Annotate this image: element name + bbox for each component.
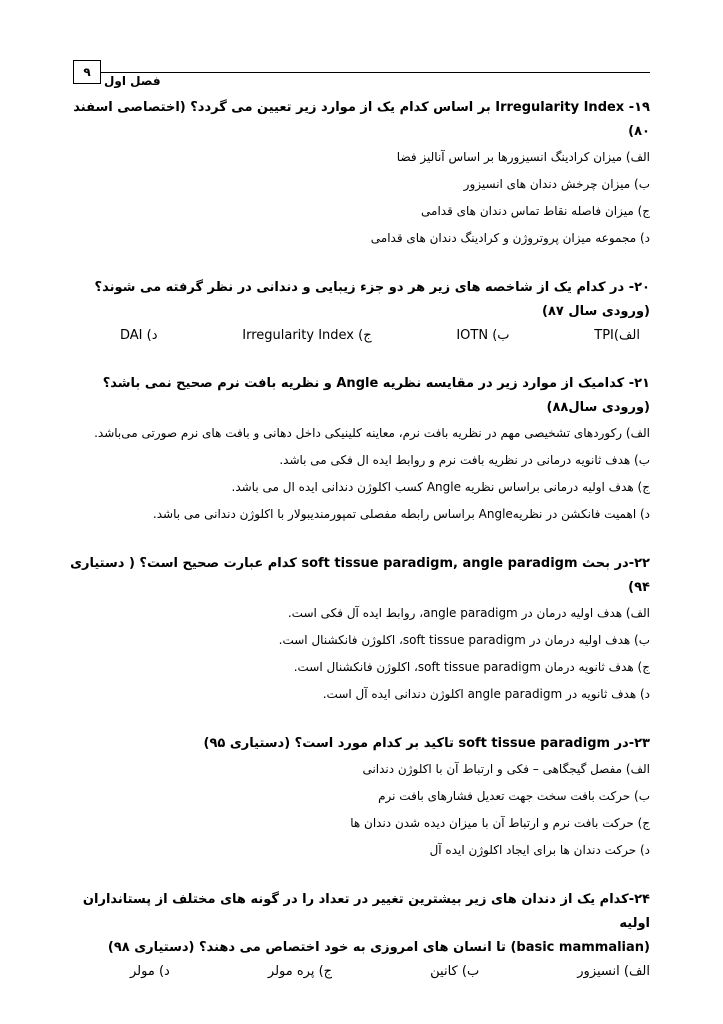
- question-title: ۲۳-در soft tissue paradigm تاکید بر کدام مورد است؟ (دستیاری ۹۵): [203, 736, 650, 751]
- question-title-line-2: (basic mammalian) تا انسان های امروزی به خود اختصاص می دهند؟ (دستیاری ۹۸): [107, 940, 650, 955]
- option-b: ب) کانین: [430, 964, 480, 979]
- options-row: [70, 324, 650, 348]
- question-20: [70, 276, 650, 348]
- option-a: الف) انسیزور: [577, 964, 650, 979]
- option-c: ج) پره مولر: [267, 964, 333, 979]
- option-d: د) DAI: [120, 328, 158, 343]
- option-a: الف) میزان کرادینگ انسیزورها بر اساس آنالیز فضا: [396, 150, 650, 164]
- question-title: ۲۰- در کدام یک از شاخصه های زیر هر دو جزء زیبایی و دندانی در نظر گرفته می شوند؟ (ورودی سال ۸۷): [94, 280, 650, 319]
- question-22: [70, 552, 650, 708]
- header-rule: [73, 72, 650, 73]
- question-24: [70, 888, 650, 984]
- options-row: [70, 960, 650, 984]
- question-title: ۲۱- کدامیک از موارد زیر در مقایسه نظریه Angle و نظریه بافت نرم صحیح نمی باشد؟ (ورودی سال۸۸): [102, 376, 650, 415]
- option-d: د) مولر: [130, 964, 170, 979]
- option-d: د) مجموعه میزان پروتروژن و کرادینگ دندان های قدامی: [370, 231, 650, 245]
- question-23: [70, 732, 650, 864]
- option-a: الف) رکوردهای تشخیصی مهم در نظریه بافت نرم، معاینه کلینیکی داخل دهانی و بافت های نرم صورتی می‌باشد.: [94, 426, 650, 440]
- option-c: ج) Irregularity Index: [242, 328, 372, 343]
- option-a: الف) مفصل گیجگاهی – فکی و ارتباط آن با اکلوژن دندانی: [362, 762, 650, 776]
- question-21: [70, 372, 650, 528]
- option-d: د) حرکت دندان ها برای ایجاد اکلوژن ایده آل: [429, 843, 650, 857]
- option-c: ج) میزان فاصله نقاط تماس دندان های قدامی: [421, 204, 650, 218]
- option-b: ب) هدف ثانویه درمانی در نظریه بافت نرم و روابط ایده ال فکی می باشد.: [279, 453, 650, 467]
- option-a: الف)TPI: [594, 328, 640, 343]
- option-c: ج) حرکت بافت نرم و ارتباط آن با میزان دیده شدن دندان ها: [350, 816, 650, 830]
- option-b: ب) حرکت بافت سخت جهت تعدیل فشارهای بافت نرم: [378, 789, 650, 803]
- option-d: د) اهمیت فانکشن در نظریهAngle براساس رابطه مفصلی تمپورمندیبولار با اکلوژن دندانی می باشد.: [152, 507, 650, 521]
- chapter-title: فصل اول: [104, 74, 161, 88]
- option-d: د) هدف ثانویه در angle paradigm اکلوژن دندانی ایده آل است.: [322, 687, 650, 701]
- option-b: ب) هدف اولیه درمان در soft tissue paradigm، اکلوژن فانکشنال است.: [278, 633, 650, 647]
- question-19: [70, 96, 650, 252]
- option-c: ج) هدف اولیه درمانی براساس نظریه Angle کسب اکلوژن دندانی ایده ال می باشد.: [231, 480, 650, 494]
- option-a: الف) هدف اولیه درمان در angle paradigm، روابط ایده آل فکی است.: [287, 606, 650, 620]
- option-c: ج) هدف ثانویه درمان soft tissue paradigm، اکلوژن فانکشنال است.: [293, 660, 650, 674]
- option-b: ب) میزان چرخش دندان های انسیزور: [463, 177, 650, 191]
- page-number: ۹: [73, 60, 101, 84]
- question-title: ۲۲-در بحث soft tissue paradigm, angle paradigm کدام عبارت صحیح است؟ ( دستیاری ۹۴): [70, 556, 650, 595]
- question-title-line-1: ۲۴-کدام یک از دندان های زیر بیشترین تغییر در تعداد را در گونه های مختلف از پستانداران اولیه: [82, 892, 650, 931]
- option-b: ب) IOTN: [456, 328, 510, 343]
- question-title: ۱۹- Irregularity Index بر اساس کدام یک از موارد زیر تعیین می گردد؟ (اختصاصی اسفند ۸۰): [73, 100, 650, 139]
- questions-list: [70, 96, 650, 1008]
